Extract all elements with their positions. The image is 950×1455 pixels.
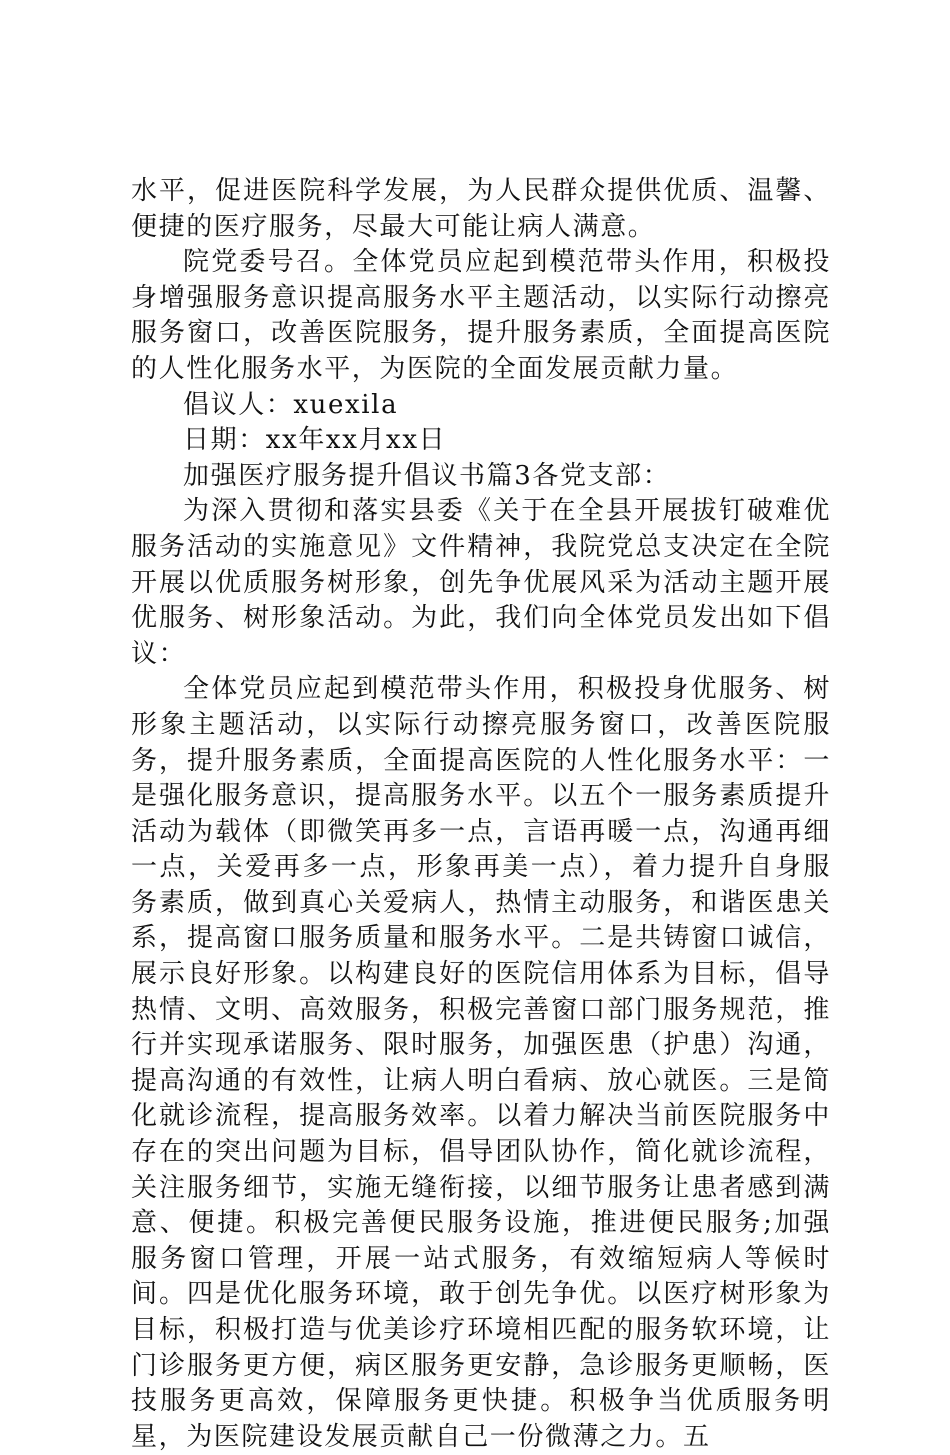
- paragraph: 水平，促进医院科学发展，为人民群众提供优质、温馨、便捷的医疗服务，尽最大可能让病人满意。: [131, 176, 831, 242]
- document-body: [131, 174, 831, 1455]
- signatory-line: 倡议人：xuexila: [183, 389, 399, 420]
- date-line: 日期：xx年xx月xx日: [183, 425, 447, 456]
- paragraph: 为深入贯彻和落实县委《关于在全县开展拔钉破难优服务活动的实施意见》文件精神，我院党总支决定在全院开展以优质服务树形象，创先争优展风采为活动主题开展优服务、树形象活动。为此，我们向全体党员发出如下倡议：: [131, 496, 831, 669]
- paragraph: 院党委号召。全体党员应起到模范带头作用，积极投身增强服务意识提高服务水平主题活动，以实际行动擦亮服务窗口，改善医院服务，提升服务素质，全面提高医院的人性化服务水平，为医院的全面发展贡献力量。: [131, 247, 831, 384]
- section-heading: 加强医疗服务提升倡议书篇3各党支部：: [183, 460, 671, 491]
- paragraph: 全体党员应起到模范带头作用，积极投身优服务、树形象主题活动，以实际行动擦亮服务窗口，改善医院服务，提升服务素质，全面提高医院的人性化服务水平：一是强化服务意识，提高服务水平。以五个一服务素质提升活动为载体（即微笑再多一点，言语再暖一点，沟通再细一点，关爱再多一点，形象再美一点），着力提升自身服务素质，做到真心关爱病人，热情主动服务，和谐医患关系，提高窗口服务质量和服务水平。二是共铸窗口诚信，展示良好形象。以构建良好的医院信用体系为目标，倡导热情、文明、高效服务，积极完善窗口部门服务规范，推行并实现承诺服务、限时服务，加强医患（护患）沟通，提高沟通的有效性，让病人明白看病、放心就医。三是简化就诊流程，提高服务效率。以着力解决当前医院服务中存在的突出问题为目标，倡导团队协作，简化就诊流程，关注服务细节，实施无缝衔接，以细节服务让患者感到满意、便捷。积极完善便民服务设施，推进便民服务;加强服务窗口管理，开展一站式服务，有效缩短病人等候时间。四是优化服务环境，敢于创先争优。以医疗树形象为目标，积极打造与优美诊疗环境相匹配的服务软环境，让门诊服务更方便，病区服务更安静，急诊服务更顺畅，医技服务更高效，保障服务更快捷。积极争当优质服务明星，为医院建设发展贡献自己一份微薄之力。五: [131, 674, 831, 1452]
